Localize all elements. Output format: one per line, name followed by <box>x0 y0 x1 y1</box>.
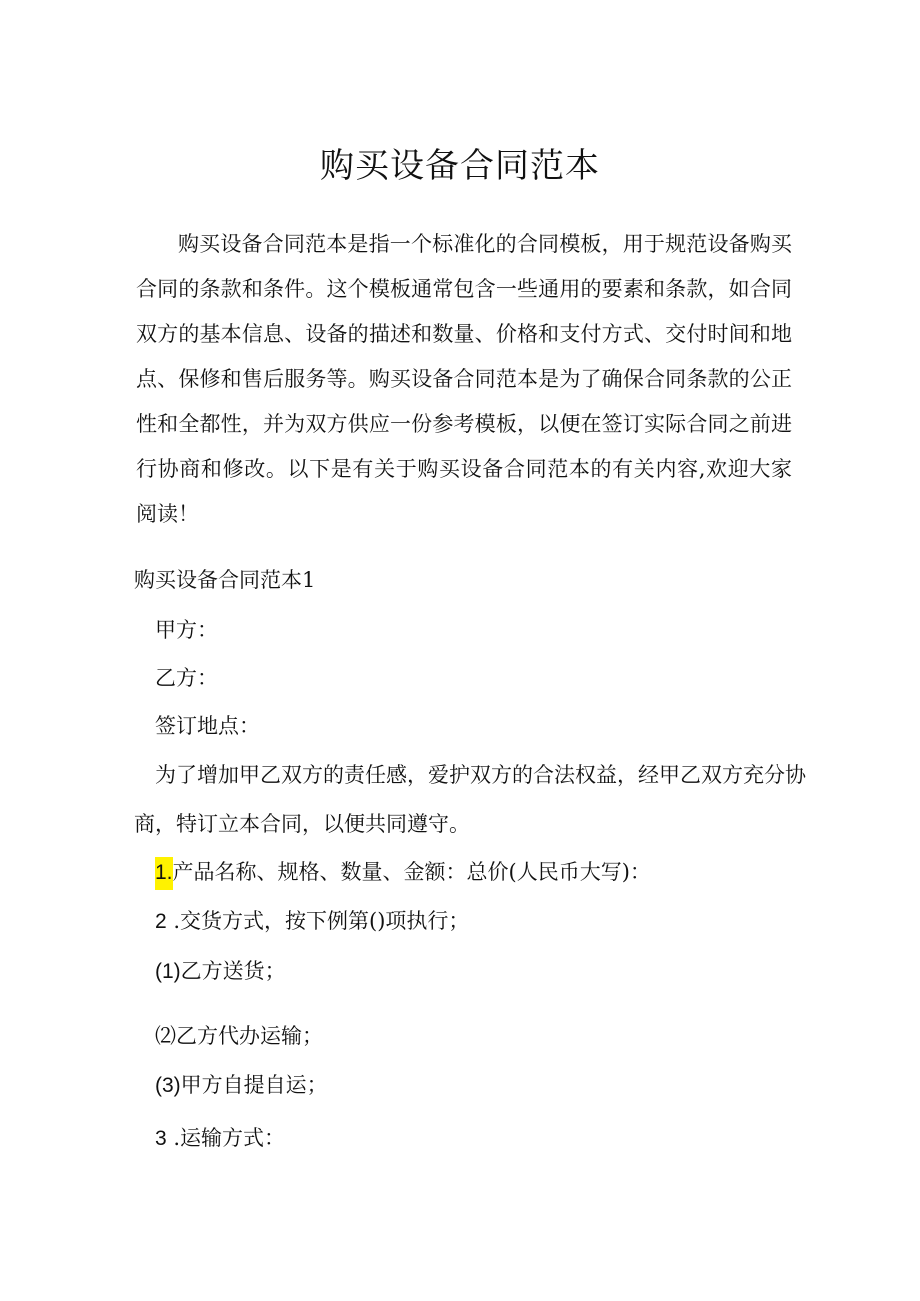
clause-2 <box>155 906 469 937</box>
clause-3-text: .运输方式： <box>166 1126 286 1150</box>
sub-clause-2 <box>155 1021 323 1051</box>
sign-place-label: 签订地点： <box>155 714 260 738</box>
clause-1-number-highlighted: 1. <box>155 857 173 890</box>
clause-3-number: 3 <box>155 1127 167 1150</box>
intro-paragraph: 购买设备合同范本是指一个标准化的合同模板，用于规范设备购买合同的条款和条件。这个模板通常包含一些通用的要素和条款，如合同双方的基本信息、设备的描述和数量、价格和支付方式、交付时间和地点、保修和售后服务等。购买设备合同范本是为了确保合同条款的公正性和全都性，并为双方供应一份参考模板，以便在签订实际合同之前进行协商和修改。以下是有关于购买设备合同范本的有关内容,欢迎大家阅读！ <box>136 232 792 526</box>
clause-1-text: 产品名称、规格、数量、金额：总价(人民币大写)： <box>172 860 651 884</box>
document-title: 购买设备合同范本 <box>320 146 600 186</box>
sub-clause-3-number: (3) <box>155 1074 181 1097</box>
sub-clause-1-text: 乙方送货； <box>180 959 286 983</box>
sub-clause-3-text: 甲方自提自运； <box>180 1073 328 1097</box>
clause-1 <box>155 857 651 888</box>
sub-clause-2-text: 乙方代办运输； <box>176 1024 323 1048</box>
purpose-line-2: 商，特订立本合同，以便共同遵守。 <box>134 812 470 836</box>
clause-3 <box>155 1123 285 1154</box>
sub-clause-3 <box>155 1070 328 1101</box>
purpose-line-1: 为了增加甲乙双方的责任感，爱护双方的合法权益，经甲乙双方充分协 <box>155 763 806 787</box>
clause-2-number: 2 <box>155 910 167 933</box>
sub-clause-1-number: (1) <box>155 960 181 983</box>
section-heading: 购买设备合同范本1 <box>134 568 316 592</box>
sub-clause-2-number: ⑵ <box>155 1024 176 1048</box>
party-a-label: 甲方： <box>155 618 218 642</box>
party-b-label: 乙方： <box>155 666 218 690</box>
clause-2-text: .交货方式，按下例第()项执行； <box>166 909 470 933</box>
sub-clause-1 <box>155 956 286 987</box>
